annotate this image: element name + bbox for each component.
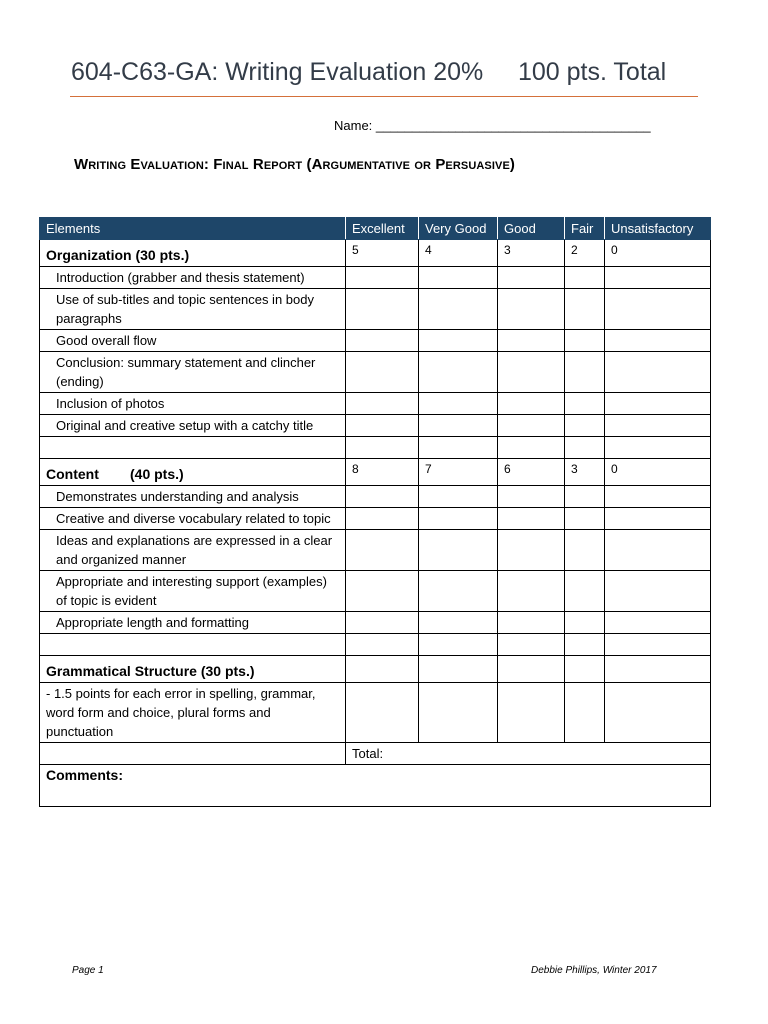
grade-cell[interactable] [419,683,498,743]
grade-cell[interactable] [346,415,419,437]
grade-cell[interactable] [605,571,711,612]
table-header-row [40,218,711,240]
document-title: 604-C63-GA: Writing Evaluation 20% 100 pts. Total [71,58,667,86]
grade-cell[interactable] [605,330,711,352]
grade-cell[interactable] [419,486,498,508]
grade-cell[interactable] [498,352,565,393]
table-row [40,393,711,415]
spacer-row [40,437,711,459]
grade-cell[interactable] [419,415,498,437]
grade-cell[interactable] [498,612,565,634]
grade-cell[interactable] [605,612,711,634]
total-label[interactable]: Total: [346,743,711,765]
table-row [40,415,711,437]
table-row [40,330,711,352]
grade-cell[interactable] [498,393,565,415]
col-fair: Fair [565,218,605,240]
grade-cell[interactable] [565,289,605,330]
criterion-label: Ideas and explanations are expressed in a clear and organized manner [40,530,346,571]
footer-author: Debbie Phillips, Winter 2017 [531,965,657,976]
table-row [40,267,711,289]
grade-cell[interactable] [419,330,498,352]
table-row [40,612,711,634]
grade-cell[interactable] [605,415,711,437]
col-good: Good [498,218,565,240]
table-row [40,352,711,393]
grade-cell[interactable] [605,267,711,289]
grade-cell[interactable] [498,530,565,571]
title-divider [70,96,698,97]
score-cell: 4 [419,240,498,267]
grade-cell[interactable] [565,352,605,393]
grade-cell[interactable] [346,683,419,743]
grade-cell[interactable] [498,571,565,612]
criterion-label: Appropriate length and formatting [40,612,346,634]
grade-cell[interactable] [565,683,605,743]
grade-cell[interactable] [565,267,605,289]
grade-cell[interactable] [565,415,605,437]
score-cell: 6 [498,459,565,486]
score-cell: 7 [419,459,498,486]
grade-cell[interactable] [346,486,419,508]
grade-cell[interactable] [419,530,498,571]
grade-cell[interactable] [565,612,605,634]
name-field[interactable]: Name: ______________________________________ [334,118,651,133]
comments-field[interactable]: Comments: [40,765,711,807]
col-very-good: Very Good [419,218,498,240]
table-row [40,571,711,612]
criterion-label: Good overall flow [40,330,346,352]
rubric-table [39,217,711,807]
grade-cell[interactable] [565,393,605,415]
grade-cell[interactable] [498,683,565,743]
criterion-label: Introduction (grabber and thesis statement) [40,267,346,289]
criterion-label: Conclusion: summary statement and clincher (ending) [40,352,346,393]
section-row-content [40,459,711,486]
table-row [40,683,711,743]
section-title-grammar: Grammatical Structure (30 pts.) [40,656,346,683]
total-row [40,743,711,765]
score-cell: 3 [565,459,605,486]
section-title-content: Content (40 pts.) [40,459,346,486]
col-unsatisfactory: Unsatisfactory [605,218,711,240]
spacer-row [40,634,711,656]
criterion-label: Creative and diverse vocabulary related to topic [40,508,346,530]
table-row [40,289,711,330]
report-subtitle: Writing Evaluation: Final Report (Argumentative or Persuasive) [74,156,515,173]
col-excellent: Excellent [346,218,419,240]
grade-cell[interactable] [605,289,711,330]
criterion-label: Appropriate and interesting support (examples) of topic is evident [40,571,346,612]
grade-cell[interactable] [605,530,711,571]
grade-cell[interactable] [498,486,565,508]
grade-cell[interactable] [419,508,498,530]
grammar-description: - 1.5 points for each error in spelling, grammar, word form and choice, plural forms and punctuation [40,683,346,743]
grade-cell[interactable] [419,352,498,393]
score-cell: 3 [498,240,565,267]
comments-row [40,765,711,807]
criterion-label: Use of sub-titles and topic sentences in body paragraphs [40,289,346,330]
grade-cell[interactable] [346,289,419,330]
grade-cell[interactable] [346,330,419,352]
section-title-organization: Organization (30 pts.) [40,240,346,267]
score-cell: 8 [346,459,419,486]
score-cell: 2 [565,240,605,267]
grade-cell[interactable] [605,352,711,393]
grade-cell[interactable] [498,415,565,437]
criterion-label: Original and creative setup with a catchy title [40,415,346,437]
grade-cell[interactable] [498,330,565,352]
grade-cell[interactable] [498,508,565,530]
grade-cell[interactable] [498,289,565,330]
score-cell: 5 [346,240,419,267]
grade-cell[interactable] [346,530,419,571]
col-elements: Elements [40,218,346,240]
page-number: Page 1 [72,965,104,976]
grade-cell[interactable] [346,571,419,612]
grade-cell[interactable] [346,267,419,289]
grade-cell[interactable] [419,571,498,612]
criterion-label: Demonstrates understanding and analysis [40,486,346,508]
table-row [40,486,711,508]
grade-cell[interactable] [565,486,605,508]
grade-cell[interactable] [419,289,498,330]
grade-cell[interactable] [346,393,419,415]
grade-cell[interactable] [605,683,711,743]
score-cell: 0 [605,459,711,486]
section-row-organization [40,240,711,267]
grade-cell[interactable] [565,330,605,352]
grade-cell[interactable] [605,393,711,415]
grade-cell[interactable] [565,530,605,571]
grade-cell[interactable] [346,352,419,393]
grade-cell[interactable] [605,486,711,508]
table-row [40,530,711,571]
table-row [40,508,711,530]
grade-cell[interactable] [419,267,498,289]
grade-cell[interactable] [346,612,419,634]
grade-cell[interactable] [605,508,711,530]
section-row-grammar [40,656,711,683]
score-cell: 0 [605,240,711,267]
criterion-label: Inclusion of photos [40,393,346,415]
grade-cell[interactable] [565,571,605,612]
grade-cell[interactable] [565,508,605,530]
grade-cell[interactable] [419,612,498,634]
grade-cell[interactable] [419,393,498,415]
grade-cell[interactable] [498,267,565,289]
grade-cell[interactable] [346,508,419,530]
